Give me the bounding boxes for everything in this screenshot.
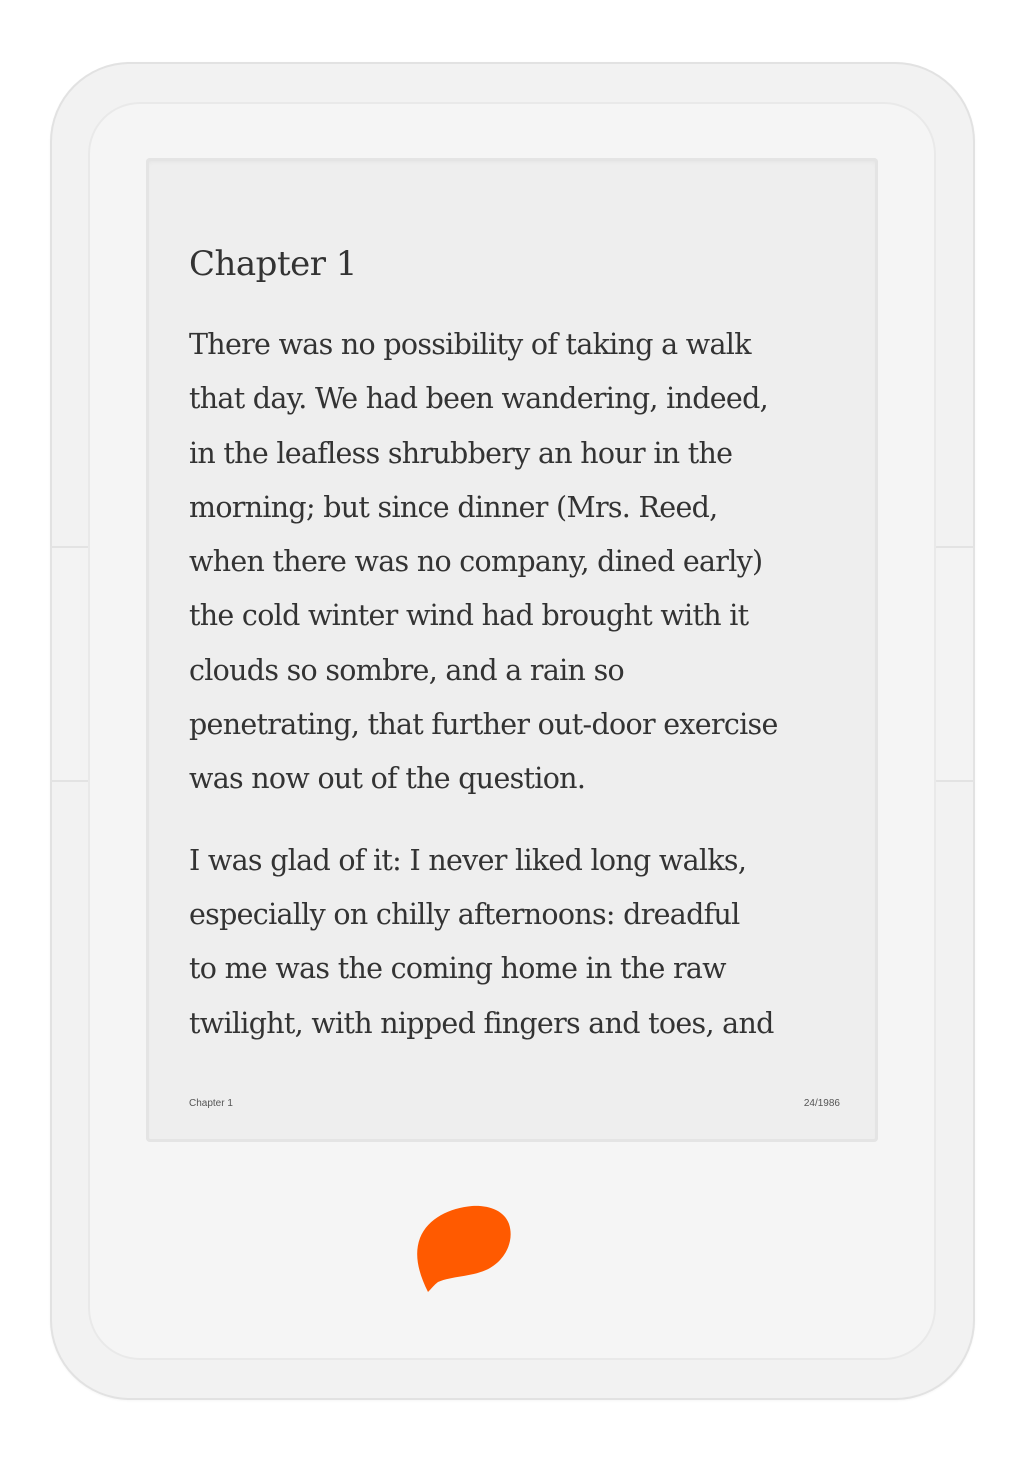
paragraph xyxy=(189,318,849,807)
text-line: morning; but since dinner (Mrs. Reed, xyxy=(189,490,718,524)
paragraph xyxy=(189,834,849,1051)
book-text xyxy=(189,318,849,1078)
page-forward-side-button[interactable] xyxy=(931,546,975,782)
text-line: I was glad of it: I never liked long walks, xyxy=(189,843,747,877)
text-line: especially on chilly afternoons: dreadful xyxy=(189,897,740,931)
text-line: when there was no company, dined early) xyxy=(189,545,763,579)
text-line: that day. We had been wandering, indeed, xyxy=(189,382,768,416)
text-line: clouds so sombre, and a rain so xyxy=(189,653,624,687)
text-line: There was no possibility of taking a walk xyxy=(189,328,751,361)
text-line: penetrating, that further out-door exercise xyxy=(189,708,778,742)
footer-chapter-label: Chapter 1 xyxy=(189,1098,233,1109)
text-line: in the leafless shrubbery an hour in the xyxy=(189,436,733,470)
text-line: twilight, with nipped fingers and toes, and xyxy=(189,1006,774,1040)
orange-leaf-logo-icon xyxy=(414,1202,514,1294)
text-line: was now out of the question. xyxy=(189,762,586,796)
chapter-title: Chapter 1 xyxy=(189,244,357,284)
reader-screen[interactable] xyxy=(146,158,878,1142)
footer-page-indicator: 24/1986 xyxy=(803,1098,840,1109)
text-line: the cold winter wind had brought with it xyxy=(189,599,749,633)
home-button[interactable] xyxy=(414,1202,514,1294)
text-line: to me was the coming home in the raw xyxy=(189,952,726,986)
